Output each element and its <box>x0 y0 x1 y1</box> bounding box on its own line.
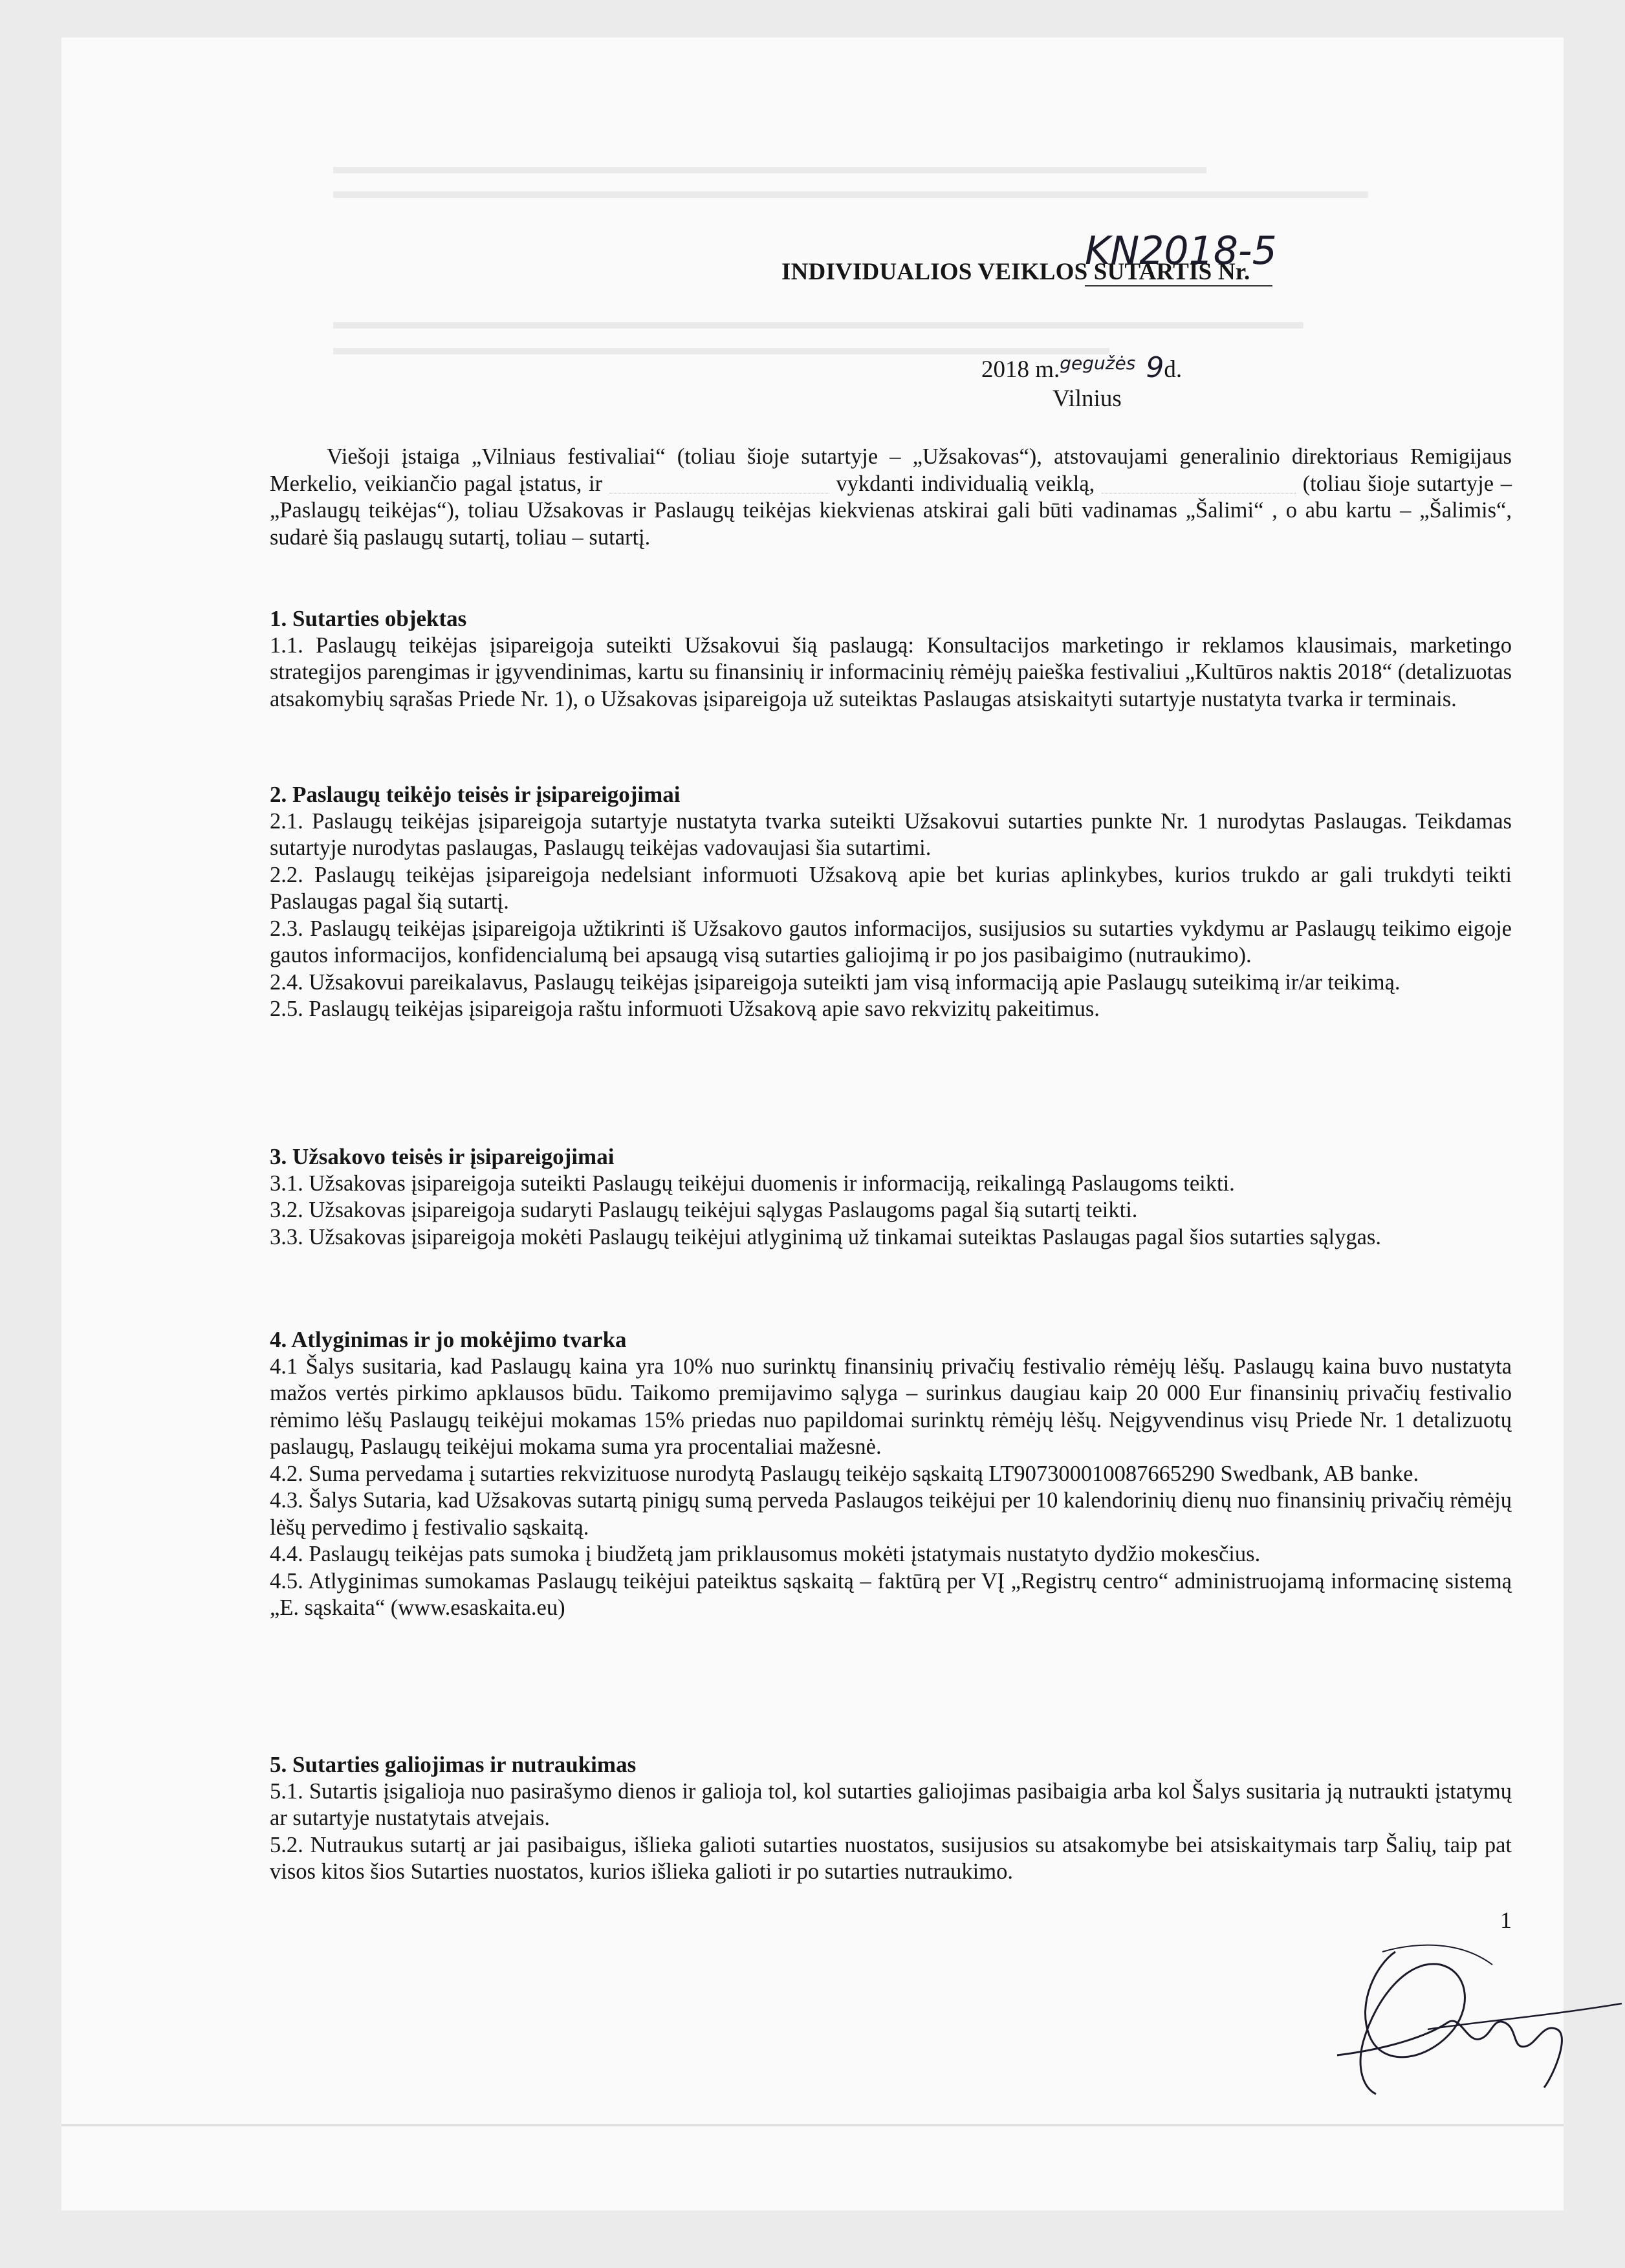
intro-paragraph: Viešoji įstaiga „Vilniaus festivaliai“ (toliau šioje sutartyje – „Užsakovas“), atstovaujami generalinio direktoriaus Remigijaus Merkelio, veikiančio pagal įstatus, ir vykdanti individualią veiklą, (toliau šioje sutartyje – „Paslaugų teikėjas“), toliau Užsakovas ir Paslaugų teikėjas kiekvienas atskirai gali būti vadinamas „Šalimi“ , o abu kartu – „Šalimis“, sudarė šią paslaugų sutartį, toliau – sutartį. <box>270 444 1512 550</box>
clause: 4.2. Suma pervedama į sutarties rekvizituose nurodytą Paslaugų teikėjo sąskaitą LT907300010087665290 Swedbank, AB banke. <box>270 1461 1419 1486</box>
clause: 3.3. Užsakovas įsipareigoja mokėti Paslaugų teikėjui atlyginimą už tinkamai suteiktas Paslaugas pagal šios sutarties sąlygas. <box>270 1224 1381 1249</box>
section-3 <box>270 1143 1512 1251</box>
contract-date: 2018 m.$^{gegužės}$ 9d. <box>981 351 1183 384</box>
section-5 <box>270 1751 1512 1886</box>
clause: 4.5. Atlyginimas sumokamas Paslaugų teikėjui pateiktus sąskaitą – faktūrą per VĮ „Registrų centro“ administruojamą informacinę sistemą „E. sąskaita“ (www.esaskaita.eu) <box>270 1568 1512 1620</box>
page-number: 1 <box>1500 1907 1512 1933</box>
section-heading: 2. Paslaugų teikėjo teisės ir įsipareigojimai <box>270 782 681 807</box>
bleed-through-line <box>333 191 1368 198</box>
clause: 4.3. Šalys Sutaria, kad Užsakovas sutartą pinigų sumą perveda Paslaugos teikėjui per 10 kalendorinių dienų nuo finansinių privačių rėmėjų lėšų pervedimo į festivalio sąskaitą. <box>270 1488 1512 1540</box>
clause: 2.1. Paslaugų teikėjas įsipareigoja sutartyje nustatyta tvarka suteikti Užsakovui sutarties punkte Nr. 1 nurodytas Paslaugas. Teikdamas sutartyje nurodytas paslaugas, Paslaugų teikėjas vadovaujasi šia sutartimi. <box>270 808 1512 860</box>
section-4 <box>270 1326 1512 1622</box>
signature <box>1298 1926 1625 2120</box>
clause: 2.2. Paslaugų teikėjas įsipareigoja nedelsiant informuoti Užsakovą apie bet kurias aplinkybes, kurios trukdo ar gali trukdyti teikti Paslaugas pagal šią sutartį. <box>270 862 1512 914</box>
handwritten-month: gegužės <box>1060 352 1136 374</box>
section-heading: 4. Atlyginimas ir jo mokėjimo tvarka <box>270 1327 627 1352</box>
scan-edge-line <box>61 2124 1564 2126</box>
clause: 3.1. Užsakovas įsipareigoja suteikti Paslaugų teikėjui duomenis ir informaciją, reikalingą Paslaugoms teikti. <box>270 1171 1235 1196</box>
clause: 3.2. Užsakovas įsipareigoja sudaryti Paslaugų teikėjui sąlygas Paslaugoms pagal šią sutartį teikti. <box>270 1198 1138 1222</box>
section-1 <box>270 605 1512 713</box>
clause: 4.4. Paslaugų teikėjas pats sumoka į biudžetą jam priklausomus mokėti įstatymais nustatyto dydžio mokesčius. <box>270 1542 1261 1566</box>
clause: 2.3. Paslaugų teikėjas įsipareigoja užtikrinti iš Užsakovo gautos informacijos, susijusios su sutarties vykdymu ar Paslaugų teikimo eigoje gautos informacijos, konfidencialumą bei apsaugą visą sutarties galiojimą ir po jos pasibaigimo (nutraukimo). <box>270 916 1512 967</box>
bleed-through-line <box>333 167 1206 173</box>
redacted-code <box>1102 473 1296 493</box>
clause: 5.2. Nutraukus sutartį ar jai pasibaigus, išlieka galioti sutarties nuostatos, susijusios su atsakomybe bei atsiskaitymais tarp Šalių, taip pat visos kitos šios Sutarties nuostatos, kurios išlieka galioti ir po sutarties nutraukimo. <box>270 1832 1512 1884</box>
clause: 4.1 Šalys susitaria, kad Paslaugų kaina yra 10% nuo surinktų finansinių privačių festivalio rėmėjų lėšų. Paslaugų kaina buvo nustatyta mažos vertės pirkimo apklausos būdu. Taikomo premijavimo sąlyga – surinkus daugiau kaip 20 000 Eur finansinių privačių festivalio rėmimo lėšų Paslaugų teikėjui mokamas 15% priedas nuo papildomai surinktų rėmėjų lėšų. Neįgyvendinus visų Priede Nr. 1 detalizuotų paslaugų, Paslaugų teikėjui mokama suma yra procentaliai mažesnė. <box>270 1354 1512 1459</box>
section-heading: 3. Užsakovo teisės ir įsipareigojimai <box>270 1144 615 1169</box>
bleed-through-line <box>333 322 1303 329</box>
clause: 2.4. Užsakovui pareikalavus, Paslaugų teikėjas įsipareigoja suteikti jam visą informaciją apie Paslaugų suteikimą ir/ar teikimą. <box>270 969 1401 995</box>
section-2 <box>270 781 1512 1023</box>
bleed-through-line <box>333 348 1109 354</box>
clause: 2.5. Paslaugų teikėjas įsipareigoja raštu informuoti Užsakovą apie savo rekvizitų pakeitimus. <box>270 997 1100 1021</box>
section-heading: 1. Sutarties objektas <box>270 606 467 631</box>
section-heading: 5. Sutarties galiojimas ir nutraukimas <box>270 1752 637 1777</box>
clause: 1.1. Paslaugų teikėjas įsipareigoja suteikti Užsakovui šią paslaugą: Konsultacijos marketingo ir reklamos klausimais, marketingo strategijos parengimas ir įgyvendinimas, kartu su finansinių ir informacinių rėmėjų paieška festivaliui „Kultūros naktis 2018“ (detalizuotas atsakomybių sąrašas Priede Nr. 1), o Užsakovas įsipareigoja už suteiktas Paslaugas atsiskaityti sutartyje nustatyta tvarka ir terminais. <box>270 632 1512 711</box>
document-page <box>61 38 1564 2210</box>
clause: 5.1. Sutartis įsigalioja nuo pasirašymo dienos ir galioja tol, kol sutarties galiojimas pasibaigia arba kol Šalys susitaria ją nutraukti įstatymų ar sutartyje nustatytais atvejais. <box>270 1778 1512 1830</box>
number-underline <box>1085 285 1272 286</box>
handwritten-contract-number: KN2018-5 <box>1085 228 1277 274</box>
handwritten-day: 9 <box>1146 351 1164 384</box>
contract-title: INDIVIDUALIOS VEIKLOS SUTARTIS Nr. <box>781 259 1250 285</box>
redacted-name <box>609 473 829 493</box>
contract-city: Vilnius <box>1052 385 1122 412</box>
